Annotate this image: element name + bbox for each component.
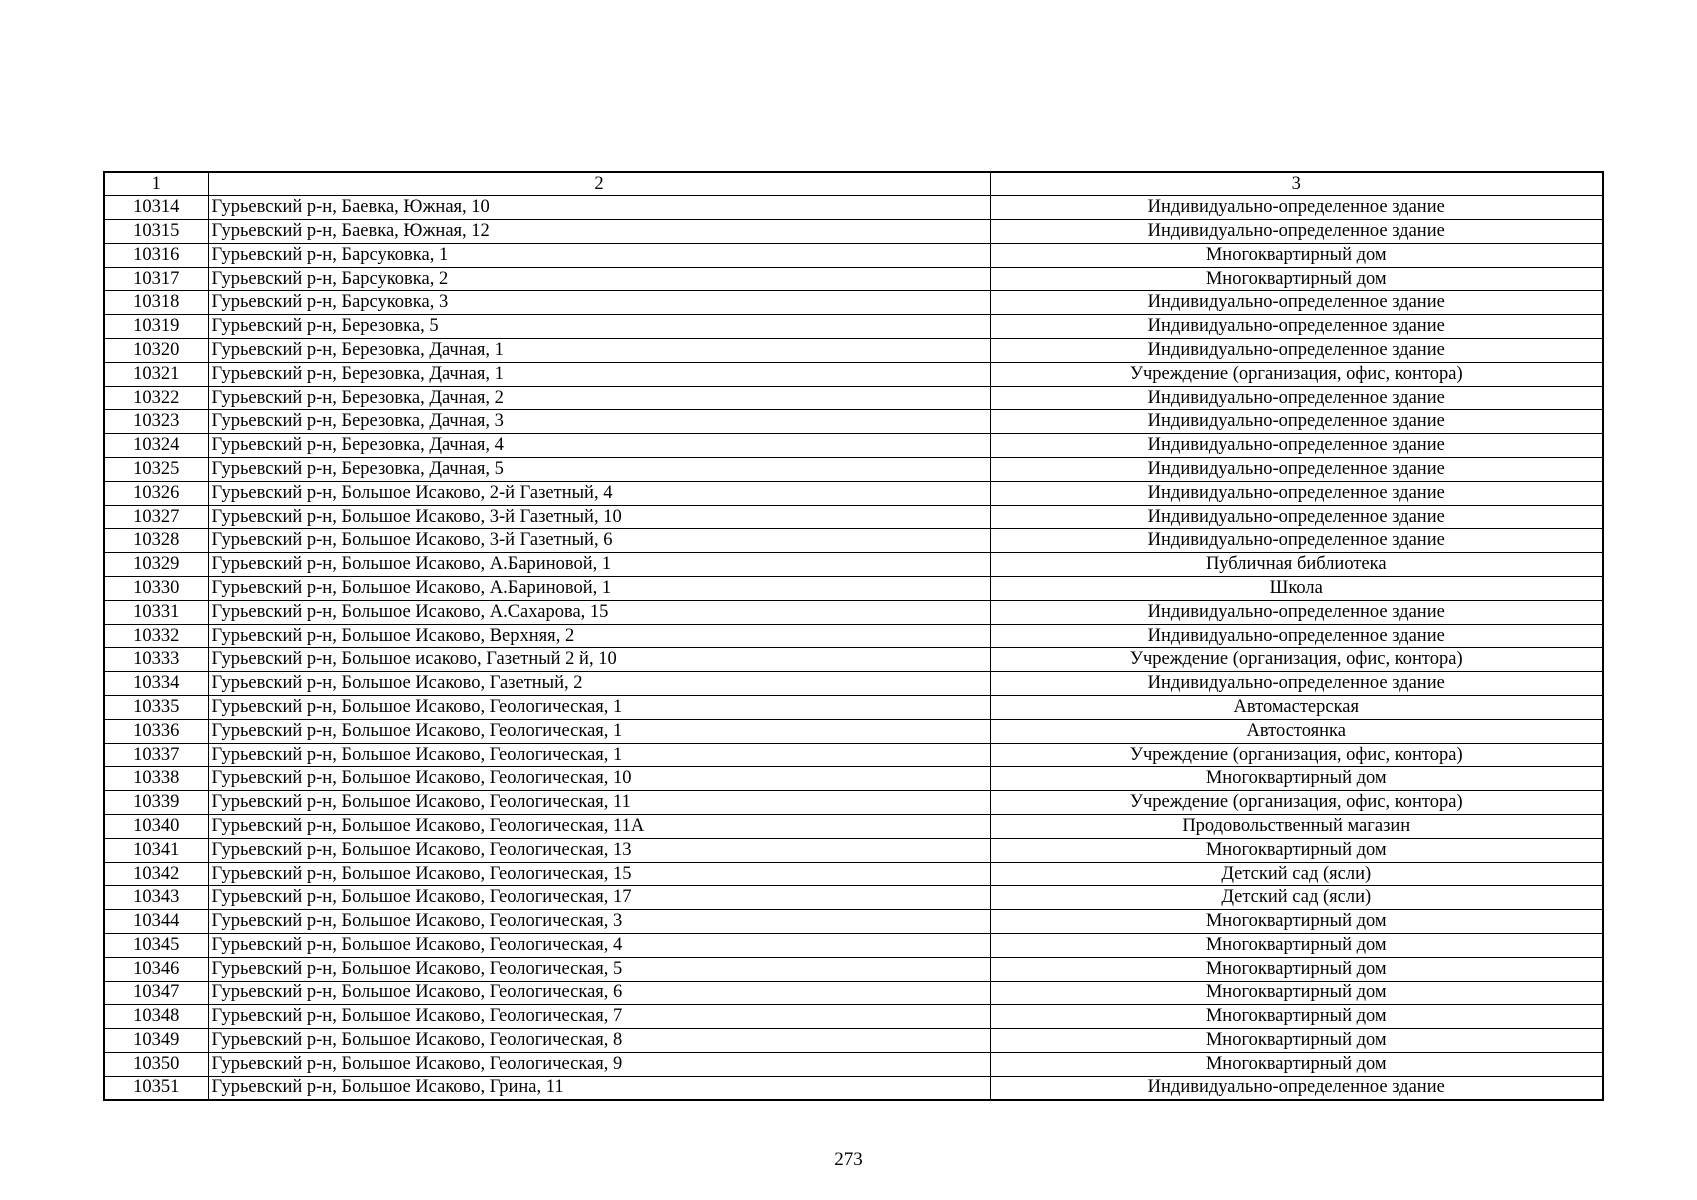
table-row bbox=[104, 743, 1603, 767]
table-row bbox=[104, 505, 1603, 529]
cell-object-type: Индивидуально-определенное здание bbox=[990, 672, 1603, 696]
cell-object-type: Индивидуально-определенное здание bbox=[990, 458, 1603, 482]
cell-object-type: Индивидуально-определенное здание bbox=[990, 220, 1603, 244]
cell-address: Гурьевский р-н, Большое Исаково, Геологическая, 8 bbox=[208, 1029, 990, 1053]
registry-table bbox=[103, 171, 1604, 1101]
cell-number: 10341 bbox=[104, 838, 208, 862]
cell-number: 10350 bbox=[104, 1052, 208, 1076]
table-row bbox=[104, 315, 1603, 339]
table-row bbox=[104, 220, 1603, 244]
cell-address: Гурьевский р-н, Березовка, Дачная, 5 bbox=[208, 458, 990, 482]
cell-object-type: Учреждение (организация, офис, контора) bbox=[990, 743, 1603, 767]
cell-address: Гурьевский р-н, Большое Исаково, Геологическая, 15 bbox=[208, 862, 990, 886]
table-row bbox=[104, 1005, 1603, 1029]
cell-object-type: Индивидуально-определенное здание bbox=[990, 386, 1603, 410]
cell-number: 10328 bbox=[104, 529, 208, 553]
cell-object-type: Индивидуально-определенное здание bbox=[990, 481, 1603, 505]
cell-number: 10322 bbox=[104, 386, 208, 410]
cell-object-type: Учреждение (организация, офис, контора) bbox=[990, 362, 1603, 386]
cell-object-type: Индивидуально-определенное здание bbox=[990, 600, 1603, 624]
cell-number: 10342 bbox=[104, 862, 208, 886]
cell-number: 10325 bbox=[104, 458, 208, 482]
cell-address: Гурьевский р-н, Большое Исаково, Геологическая, 6 bbox=[208, 981, 990, 1005]
table-row bbox=[104, 719, 1603, 743]
cell-number: 10344 bbox=[104, 910, 208, 934]
table-row bbox=[104, 886, 1603, 910]
table-row bbox=[104, 291, 1603, 315]
cell-address: Гурьевский р-н, Большое исаково, Газетный 2 й, 10 bbox=[208, 648, 990, 672]
cell-number: 10348 bbox=[104, 1005, 208, 1029]
table-row bbox=[104, 196, 1603, 220]
table-row bbox=[104, 624, 1603, 648]
cell-object-type: Многоквартирный дом bbox=[990, 243, 1603, 267]
cell-address: Гурьевский р-н, Барсуковка, 3 bbox=[208, 291, 990, 315]
cell-number: 10329 bbox=[104, 553, 208, 577]
column-header-number: 1 bbox=[104, 172, 208, 196]
cell-number: 10343 bbox=[104, 886, 208, 910]
table-row bbox=[104, 648, 1603, 672]
table-row bbox=[104, 767, 1603, 791]
cell-object-type: Индивидуально-определенное здание bbox=[990, 315, 1603, 339]
cell-number: 10315 bbox=[104, 220, 208, 244]
cell-number: 10316 bbox=[104, 243, 208, 267]
cell-number: 10345 bbox=[104, 934, 208, 958]
table-row bbox=[104, 362, 1603, 386]
cell-address: Гурьевский р-н, Большое Исаково, А.Бариновой, 1 bbox=[208, 553, 990, 577]
cell-object-type: Автостоянка bbox=[990, 719, 1603, 743]
cell-address: Гурьевский р-н, Большое Исаково, Геологическая, 11А bbox=[208, 815, 990, 839]
cell-number: 10337 bbox=[104, 743, 208, 767]
cell-number: 10336 bbox=[104, 719, 208, 743]
cell-object-type: Многоквартирный дом bbox=[990, 1052, 1603, 1076]
cell-address: Гурьевский р-н, Большое Исаково, А.Бариновой, 1 bbox=[208, 577, 990, 601]
cell-object-type: Детский сад (ясли) bbox=[990, 862, 1603, 886]
cell-number: 10327 bbox=[104, 505, 208, 529]
cell-address: Гурьевский р-н, Большое Исаково, А.Сахарова, 15 bbox=[208, 600, 990, 624]
cell-number: 10333 bbox=[104, 648, 208, 672]
table-row bbox=[104, 386, 1603, 410]
cell-object-type: Индивидуально-определенное здание bbox=[990, 339, 1603, 363]
cell-address: Гурьевский р-н, Большое Исаково, Геологическая, 17 bbox=[208, 886, 990, 910]
table-row bbox=[104, 1029, 1603, 1053]
table-row bbox=[104, 862, 1603, 886]
cell-address: Гурьевский р-н, Большое Исаково, Грина, 11 bbox=[208, 1076, 990, 1100]
cell-address: Гурьевский р-н, Большое Исаково, 3-й Газетный, 6 bbox=[208, 529, 990, 553]
cell-number: 10320 bbox=[104, 339, 208, 363]
table-row bbox=[104, 434, 1603, 458]
cell-address: Гурьевский р-н, Барсуковка, 1 bbox=[208, 243, 990, 267]
cell-object-type: Учреждение (организация, офис, контора) bbox=[990, 648, 1603, 672]
cell-address: Гурьевский р-н, Баевка, Южная, 10 bbox=[208, 196, 990, 220]
cell-number: 10346 bbox=[104, 957, 208, 981]
table-row bbox=[104, 1076, 1603, 1100]
cell-address: Гурьевский р-н, Большое Исаково, Геологическая, 9 bbox=[208, 1052, 990, 1076]
cell-object-type: Многоквартирный дом bbox=[990, 981, 1603, 1005]
cell-object-type: Многоквартирный дом bbox=[990, 1029, 1603, 1053]
table-row bbox=[104, 910, 1603, 934]
cell-object-type: Автомастерская bbox=[990, 696, 1603, 720]
cell-object-type: Индивидуально-определенное здание bbox=[990, 196, 1603, 220]
cell-object-type: Школа bbox=[990, 577, 1603, 601]
cell-address: Гурьевский р-н, Большое Исаково, 2-й Газетный, 4 bbox=[208, 481, 990, 505]
cell-number: 10324 bbox=[104, 434, 208, 458]
cell-address: Гурьевский р-н, Большое Исаково, Геологическая, 4 bbox=[208, 934, 990, 958]
cell-address: Гурьевский р-н, Большое Исаково, Геологическая, 10 bbox=[208, 767, 990, 791]
cell-address: Гурьевский р-н, Большое Исаково, Геологическая, 5 bbox=[208, 957, 990, 981]
cell-object-type: Индивидуально-определенное здание bbox=[990, 410, 1603, 434]
cell-address: Гурьевский р-н, Большое Исаково, Верхняя, 2 bbox=[208, 624, 990, 648]
table-row bbox=[104, 957, 1603, 981]
table-row bbox=[104, 481, 1603, 505]
table-row bbox=[104, 458, 1603, 482]
cell-object-type: Продовольственный магазин bbox=[990, 815, 1603, 839]
column-header-type: 3 bbox=[990, 172, 1603, 196]
cell-number: 10323 bbox=[104, 410, 208, 434]
cell-address: Гурьевский р-н, Березовка, Дачная, 4 bbox=[208, 434, 990, 458]
cell-object-type: Учреждение (организация, офис, контора) bbox=[990, 791, 1603, 815]
table-row bbox=[104, 243, 1603, 267]
cell-object-type: Многоквартирный дом bbox=[990, 957, 1603, 981]
cell-number: 10332 bbox=[104, 624, 208, 648]
table-row bbox=[104, 791, 1603, 815]
cell-address: Гурьевский р-н, Большое Исаково, Геологическая, 7 bbox=[208, 1005, 990, 1029]
table-row bbox=[104, 672, 1603, 696]
table-row bbox=[104, 815, 1603, 839]
cell-object-type: Многоквартирный дом bbox=[990, 910, 1603, 934]
cell-address: Гурьевский р-н, Березовка, 5 bbox=[208, 315, 990, 339]
cell-number: 10326 bbox=[104, 481, 208, 505]
table-row bbox=[104, 339, 1603, 363]
cell-object-type: Индивидуально-определенное здание bbox=[990, 291, 1603, 315]
cell-object-type: Индивидуально-определенное здание bbox=[990, 1076, 1603, 1100]
cell-object-type: Многоквартирный дом bbox=[990, 934, 1603, 958]
table-row bbox=[104, 553, 1603, 577]
cell-number: 10338 bbox=[104, 767, 208, 791]
cell-object-type: Детский сад (ясли) bbox=[990, 886, 1603, 910]
cell-number: 10349 bbox=[104, 1029, 208, 1053]
cell-address: Гурьевский р-н, Большое Исаково, Геологическая, 11 bbox=[208, 791, 990, 815]
cell-number: 10319 bbox=[104, 315, 208, 339]
cell-object-type: Многоквартирный дом bbox=[990, 767, 1603, 791]
cell-address: Гурьевский р-н, Березовка, Дачная, 2 bbox=[208, 386, 990, 410]
column-header-address: 2 bbox=[208, 172, 990, 196]
cell-object-type: Индивидуально-определенное здание bbox=[990, 434, 1603, 458]
cell-object-type: Многоквартирный дом bbox=[990, 838, 1603, 862]
cell-object-type: Многоквартирный дом bbox=[990, 267, 1603, 291]
cell-object-type: Индивидуально-определенное здание bbox=[990, 529, 1603, 553]
table-header-row bbox=[104, 172, 1603, 196]
table-row bbox=[104, 267, 1603, 291]
cell-number: 10347 bbox=[104, 981, 208, 1005]
cell-address: Гурьевский р-н, Березовка, Дачная, 1 bbox=[208, 339, 990, 363]
cell-number: 10340 bbox=[104, 815, 208, 839]
cell-address: Гурьевский р-н, Большое Исаково, Геологическая, 13 bbox=[208, 838, 990, 862]
cell-address: Гурьевский р-н, Баевка, Южная, 12 bbox=[208, 220, 990, 244]
cell-address: Гурьевский р-н, Большое Исаково, 3-й Газетный, 10 bbox=[208, 505, 990, 529]
table-row bbox=[104, 981, 1603, 1005]
page-number: 273 bbox=[834, 1149, 863, 1170]
cell-address: Гурьевский р-н, Большое Исаково, Геологическая, 1 bbox=[208, 743, 990, 767]
cell-number: 10314 bbox=[104, 196, 208, 220]
cell-address: Гурьевский р-н, Барсуковка, 2 bbox=[208, 267, 990, 291]
cell-address: Гурьевский р-н, Большое Исаково, Геологическая, 1 bbox=[208, 696, 990, 720]
cell-address: Гурьевский р-н, Березовка, Дачная, 3 bbox=[208, 410, 990, 434]
cell-object-type: Индивидуально-определенное здание bbox=[990, 624, 1603, 648]
cell-address: Гурьевский р-н, Большое Исаково, Геологическая, 1 bbox=[208, 719, 990, 743]
table-row bbox=[104, 529, 1603, 553]
cell-number: 10339 bbox=[104, 791, 208, 815]
cell-number: 10317 bbox=[104, 267, 208, 291]
table-row bbox=[104, 577, 1603, 601]
cell-number: 10318 bbox=[104, 291, 208, 315]
table-row bbox=[104, 934, 1603, 958]
cell-address: Гурьевский р-н, Большое Исаково, Газетный, 2 bbox=[208, 672, 990, 696]
cell-number: 10335 bbox=[104, 696, 208, 720]
table-row bbox=[104, 600, 1603, 624]
table-row bbox=[104, 410, 1603, 434]
cell-address: Гурьевский р-н, Березовка, Дачная, 1 bbox=[208, 362, 990, 386]
table-row bbox=[104, 838, 1603, 862]
table-body bbox=[104, 196, 1603, 1100]
table-row bbox=[104, 1052, 1603, 1076]
table-row bbox=[104, 696, 1603, 720]
cell-number: 10351 bbox=[104, 1076, 208, 1100]
cell-object-type: Индивидуально-определенное здание bbox=[990, 505, 1603, 529]
cell-address: Гурьевский р-н, Большое Исаково, Геологическая, 3 bbox=[208, 910, 990, 934]
cell-number: 10334 bbox=[104, 672, 208, 696]
cell-number: 10321 bbox=[104, 362, 208, 386]
cell-number: 10330 bbox=[104, 577, 208, 601]
cell-object-type: Многоквартирный дом bbox=[990, 1005, 1603, 1029]
cell-object-type: Публичная библиотека bbox=[990, 553, 1603, 577]
cell-number: 10331 bbox=[104, 600, 208, 624]
